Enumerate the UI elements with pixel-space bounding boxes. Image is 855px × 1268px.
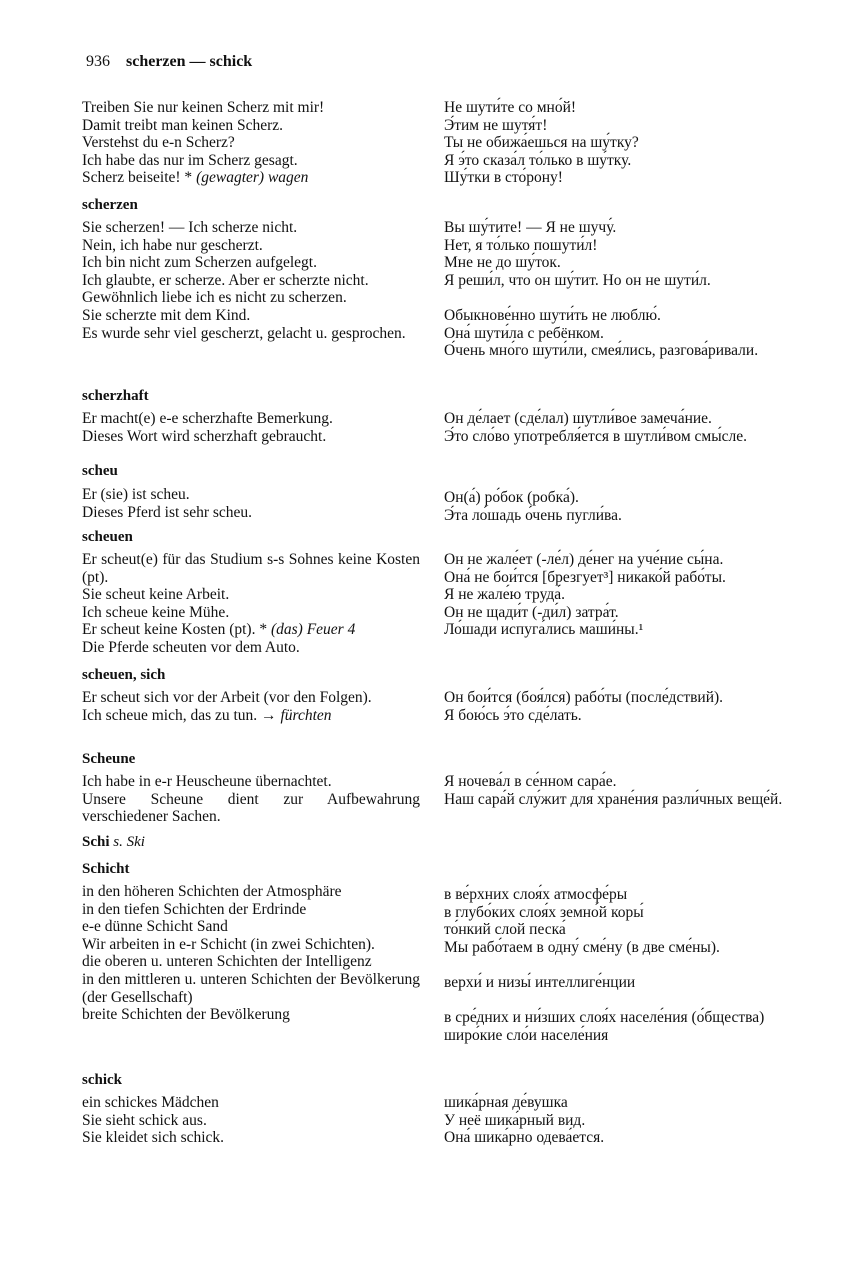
cross-reference: s. Ski bbox=[109, 834, 145, 850]
entry-de-scheu bbox=[82, 486, 420, 521]
de-phrase: in den höheren Schichten der Atmosphäre bbox=[82, 883, 342, 900]
ru-translation: Он бои́тся (боя́лся) рабо́ты (после́дствий). bbox=[444, 689, 724, 706]
ru-translation: О́чень мно́го шути́ли, смея́лись, разгова́ривали. bbox=[444, 342, 759, 360]
entry-ru-scheune bbox=[444, 773, 784, 808]
de-phrase: Unsere Scheune dient zur Aufbewahrung verschiedener Sachen. bbox=[82, 790, 420, 826]
de-phrase: Nein, ich habe nur gescherzt. bbox=[82, 236, 263, 254]
de-phrase: Es wurde sehr viel gescherzt, gelacht u. gesprochen. bbox=[82, 324, 406, 342]
de-phrase bbox=[82, 621, 420, 639]
ru-translation: Я не жале́ю труда́. bbox=[444, 586, 565, 604]
entry-de-scherzhaft bbox=[82, 410, 420, 445]
ru-translation: в ве́рхних слоя́х атмосфе́ры bbox=[444, 886, 628, 903]
entry-ru-scherzen-2 bbox=[444, 307, 784, 360]
entry-de-schicht bbox=[82, 883, 420, 1024]
cross-reference: (gewagter) wagen bbox=[196, 169, 309, 187]
headword-scheune: Scheune bbox=[82, 751, 136, 767]
ru-translation: то́нкий слой песка́ bbox=[444, 921, 566, 939]
ru-translation: Э́тим не шутя́т! bbox=[444, 116, 548, 134]
entry-de-scheune bbox=[82, 773, 420, 826]
guide-words: scherzen — schick bbox=[126, 53, 253, 70]
ru-translation: широ́кие сло́и населе́ния bbox=[444, 1026, 609, 1044]
de-phrase: Verstehst du e-n Scherz? bbox=[82, 134, 235, 152]
headword-scheuen: scheuen bbox=[82, 529, 133, 545]
entry-ru-scherz bbox=[444, 99, 784, 187]
de-phrase: Dieses Pferd ist sehr scheu. bbox=[82, 503, 253, 521]
de-phrase: Er (sie) ist scheu. bbox=[82, 486, 190, 503]
ru-translation: Она́ шути́ла с ребёнком. bbox=[444, 324, 604, 342]
de-phrase: Sie sieht schick aus. bbox=[82, 1111, 207, 1129]
ru-translation: Я реши́л, что он шу́тит. Но он не шути́л. bbox=[444, 271, 711, 289]
de-phrase: Ich habe in e-r Heuscheune übernachtet. bbox=[82, 773, 332, 790]
de-phrase bbox=[82, 707, 420, 725]
de-phrase: Ich bin nicht zum Scherzen aufgelegt. bbox=[82, 254, 317, 272]
ru-translation: Обыкнове́нно шути́ть не люблю́. bbox=[444, 307, 661, 324]
entry-ru-scherzen bbox=[444, 219, 784, 289]
de-phrase: Treiben Sie nur keinen Scherz mit mir! bbox=[82, 99, 325, 116]
ru-translation: Ты не обижа́ешься на шу́тку? bbox=[444, 134, 639, 152]
page-header bbox=[86, 53, 252, 71]
entry-ru-schicht-3 bbox=[444, 1009, 784, 1044]
headword-scherzhaft: scherzhaft bbox=[82, 388, 149, 404]
entry-ru-schicht bbox=[444, 886, 784, 956]
ru-translation: Я ночева́л в се́нном сара́е. bbox=[444, 773, 617, 790]
headword-scheuen-sich: scheuen, sich bbox=[82, 667, 166, 683]
de-phrase: Dieses Wort wird scherzhaft gebraucht. bbox=[82, 427, 327, 445]
headword-schi-text: Schi bbox=[82, 834, 110, 850]
de-phrase: Er macht(e) e-e scherzhafte Bemerkung. bbox=[82, 410, 333, 427]
ru-translation: Мне не до шу́ток. bbox=[444, 254, 561, 272]
ru-translation: Ло́шади испуга́лись маши́ны.¹ bbox=[444, 621, 644, 639]
ru-translation: Он не жале́ет (-ле́л) де́нег на уче́ние сы́на. bbox=[444, 551, 724, 568]
de-phrase: e-e dünne Schicht Sand bbox=[82, 918, 228, 936]
entry-de-scheuen bbox=[82, 551, 420, 657]
de-phrase: Damit treibt man keinen Scherz. bbox=[82, 116, 284, 134]
cross-reference: fürchten bbox=[280, 706, 332, 724]
ru-translation: верхи́ и низы́ интеллиге́нции bbox=[444, 974, 636, 991]
ru-translation: Она́ не бои́тся [брезгует³] никако́й рабо́ты. bbox=[444, 568, 726, 586]
ru-translation: в глубо́ких слоя́х земно́й коры́ bbox=[444, 903, 644, 921]
ru-translation: Он не щади́т (-ди́л) затра́т. bbox=[444, 603, 619, 621]
de-phrase: Sie scherzen! — Ich scherze nicht. bbox=[82, 219, 298, 236]
de-phrase: in den mittleren u. unteren Schichten der Bevölkerung (der Gesellschaft) bbox=[82, 970, 420, 1006]
de-phrase bbox=[82, 169, 420, 187]
de-phrase: die oberen u. unteren Schichten der Intelligenz bbox=[82, 953, 372, 971]
ru-translation: Нет, я то́лько пошути́л! bbox=[444, 236, 598, 254]
entry-ru-schick bbox=[444, 1094, 784, 1147]
entry-de-schick bbox=[82, 1094, 420, 1147]
headword-schi bbox=[82, 834, 145, 851]
de-phrase: breite Schichten der Bevölkerung bbox=[82, 1006, 290, 1024]
ru-translation: Мы рабо́таем в одну́ сме́ну (в две сме́ны). bbox=[444, 938, 720, 956]
ru-translation: Он(а́) ро́бок (робка́). bbox=[444, 489, 579, 506]
ru-translation: Э́та ло́шадь о́чень пугли́ва. bbox=[444, 506, 622, 524]
de-phrase: Sie scherzte mit dem Kind. bbox=[82, 306, 251, 324]
ru-translation: Наш сара́й слу́жит для хране́ния разли́чных веще́й. bbox=[444, 790, 783, 808]
entry-ru-scheuen-sich bbox=[444, 689, 784, 724]
entry-ru-scheuen bbox=[444, 551, 784, 639]
ru-translation: У неё шика́рный вид. bbox=[444, 1111, 586, 1129]
headword-schick: schick bbox=[82, 1072, 123, 1088]
entry-de-scherzen bbox=[82, 219, 420, 342]
de-phrase: Wir arbeiten in e-r Schicht (in zwei Schichten). bbox=[82, 935, 375, 953]
de-phrase: in den tiefen Schichten der Erdrinde bbox=[82, 900, 307, 918]
de-phrase: Sie kleidet sich schick. bbox=[82, 1129, 225, 1147]
headword-schicht: Schicht bbox=[82, 861, 130, 877]
entry-ru-scherzhaft bbox=[444, 410, 784, 445]
de-phrase: Ich glaubte, er scherze. Aber er scherzte nicht. bbox=[82, 271, 369, 289]
ru-translation: шика́рная де́вушка bbox=[444, 1094, 568, 1111]
de-phrase: Er scheut(e) für das Studium s-s Sohnes keine Kosten (pt). bbox=[82, 551, 420, 586]
ru-translation: Я бою́сь э́то сде́лать. bbox=[444, 706, 582, 724]
entry-ru-schicht-2 bbox=[444, 974, 784, 992]
entry-de-scherz bbox=[82, 99, 420, 187]
de-phrase-text: Ich scheue mich, das zu tun. → bbox=[82, 706, 281, 724]
ru-translation: Вы шу́тите! — Я не шучу́. bbox=[444, 219, 617, 236]
de-phrase: Er scheut sich vor der Arbeit (vor den Folgen). bbox=[82, 689, 372, 706]
headword-scheu: scheu bbox=[82, 463, 118, 479]
de-phrase: ein schickes Mädchen bbox=[82, 1094, 219, 1111]
ru-translation: Он де́лает (сде́лал) шутли́вое замеча́ние. bbox=[444, 410, 712, 427]
de-phrase: Ich scheue keine Mühe. bbox=[82, 603, 230, 621]
ru-translation: Она́ шика́рно одева́ется. bbox=[444, 1129, 605, 1147]
entry-ru-scheu bbox=[444, 489, 784, 524]
ru-translation: Не шути́те со мно́й! bbox=[444, 99, 577, 116]
headword-scherzen: scherzen bbox=[82, 197, 138, 213]
ru-translation: Э́то сло́во употребля́ется в шутли́вом смы́сле. bbox=[444, 427, 748, 445]
de-phrase: Die Pferde scheuten vor dem Auto. bbox=[82, 638, 300, 656]
de-phrase: Gewöhnlich liebe ich es nicht zu scherzen. bbox=[82, 289, 347, 307]
cross-reference: (das) Feuer 4 bbox=[270, 621, 356, 639]
entry-de-scheuen-sich bbox=[82, 689, 420, 724]
ru-translation: в сре́дних и ни́зших слоя́х населе́ния (о́бщества) bbox=[444, 1009, 765, 1026]
ru-translation: Шу́тки в сто́рону! bbox=[444, 169, 563, 187]
de-phrase: Ich habe das nur im Scherz gesagt. bbox=[82, 151, 298, 169]
ru-translation: Я э́то сказа́л то́лько в шу́тку. bbox=[444, 151, 632, 169]
de-phrase: Sie scheut keine Arbeit. bbox=[82, 586, 230, 604]
de-phrase-text: Scherz beiseite! * bbox=[82, 169, 197, 187]
page-number: 936 bbox=[86, 53, 110, 70]
de-phrase-text: Er scheut keine Kosten (pt). * bbox=[82, 621, 271, 639]
